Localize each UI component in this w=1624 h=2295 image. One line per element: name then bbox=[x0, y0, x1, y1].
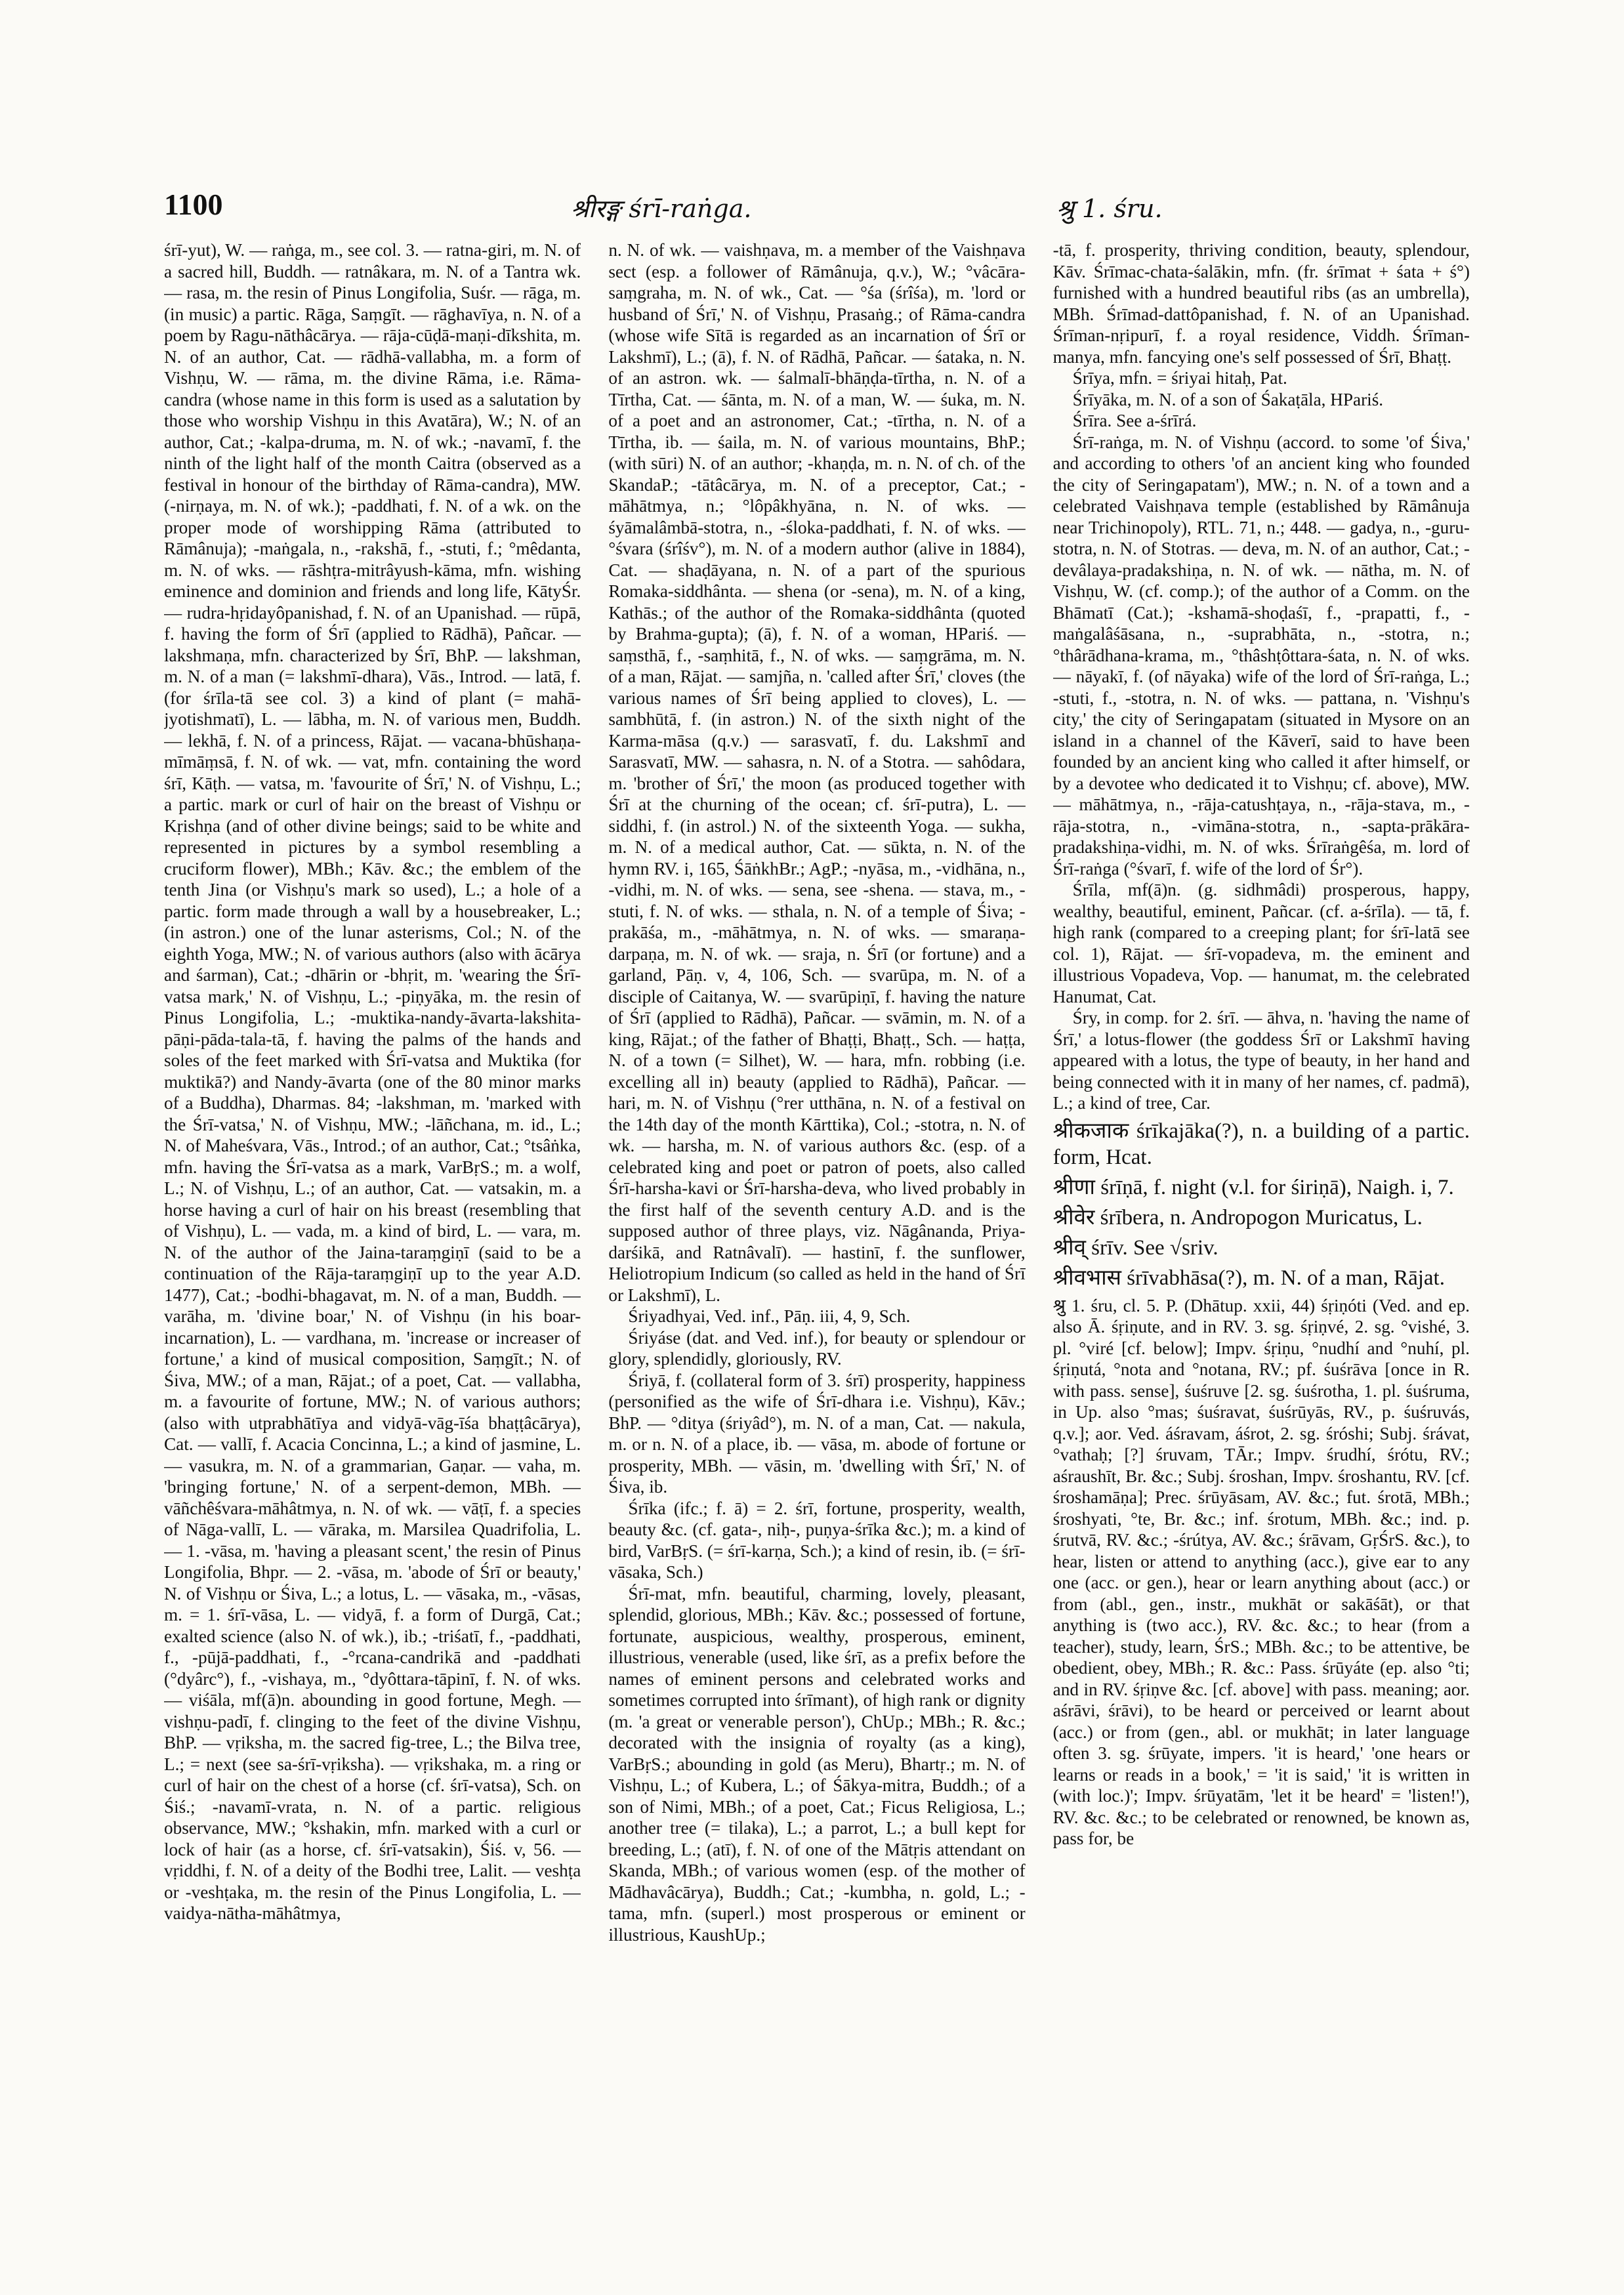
entry-sriv: श्रीव् śrīv. See √sriv. bbox=[1052, 1235, 1218, 1260]
entry-srivabhasa: श्रीवभास śrīvabhāsa(?), m. N. of a man, Rājat. bbox=[1052, 1266, 1445, 1290]
column-1 bbox=[164, 239, 581, 2260]
entry-sriyaka: Śrīyāka, m. N. of a son of Śakaṭāla, HPariś. bbox=[1072, 389, 1384, 409]
column-3-paragraph: -tā, f. prosperity, thriving condition, beauty, splendour, Kāv. Śrīmac-chata-śalākin, mfn. (fr. śrīmat + śata + ś°) furnished with a hundred beautiful ribs (as an umbrella), MBh. Śrīmad-dattôpanishad, f. N. of an Upanishad. Śrīman-nṛipurī, f. a royal residence, Viddh. Śrīman-manya, mfn. fancying one's self possessed of Śrī, Bhaṭṭ. bbox=[1052, 240, 1470, 367]
column-2 bbox=[608, 239, 1025, 2260]
left-running-head: श्रीरङ्ग śrī-raṅga. bbox=[571, 194, 752, 223]
column-2-paragraph: n. N. of wk. — vaishṇava, m. a member of the Vaishṇava sect (esp. a follower of Rāmânuja, q.v.), W.; °vâcāra-saṃgraha, m. N. of wk., Cat. — °śa (śrîśa), m. 'lord or husband of Śrī,' N. of Vishṇu, Prasaṅg.; of Rāma-candra (whose wife Sītā is regarded as an incarnation of Śrī or Lakshmī), L.; (ā), f. N. of Rādhā, Pañcar. — śataka, n. N. of an astron. wk. — śalmalī-bhāṇḍa-tīrtha, n. N. of a Tīrtha, Cat. — śānta, m. N. of a man, W. — śuka, m. N. of a poet and an astronomer, Cat.; -tīrtha, n. N. of a Tīrtha, ib. — śaila, m. N. of various mountains, BhP.; (with sūri) N. of an author; -khaṇḍa, m. n. N. of ch. of the SkandaP.; -tātâcārya, m. N. of a preceptor, Cat.; -māhātmya, n.; °lôpâkhyāna, n. N. of wks. — śyāmalâmbā-stotra, n., -śloka-paddhati, f. N. of wks. — °śvara (śrîśv°), m. N. of a modern author (alive in 1884), Cat. — shaḍāyana, n. N. of a part of the spurious Romaka-siddhânta. — shena (or -sena), m. N. of a king, Kathās.; of the author of the Romaka-siddhânta (quoted by Brahma-gupta); (ā), f. N. of a woman, HPariś. — saṃsthā, f., -saṃhitā, f., N. of wks. — saṃgrāma, m. N. of a man, Rājat. — samjña, n. 'called after Śrī,' cloves (the various names of Śrī being applied to cloves), L. — sambhūtā, f. (in astron.) N. of the sixth night of the Karma-māsa (q.v.) — sarasvatī, f. du. Lakshmī and Sarasvatī, MW. — sahasra, n. N. of a Stotra. — sahôdara, m. 'brother of Śrī,' the moon (as produced together with Śrī at the churning of the ocean; cf. śrī-putra), L. — siddhi, f. (in astrol.) N. of the sixteenth Yoga. — sukha, m. N. of a medical author, Cat. — sūkta, n. N. of the hymn RV. i, 165, ŚāṅkhBr.; AgP.; -nyāsa, m., -vidhāna, n., -vidhi, m. N. of wks. — sena, see -shena. — stava, m., -stuti, f. N. of wks. — sthala, n. N. of a temple of Śiva; -prakāśa, m., -māhātmya, n. N. of wks. — smaraṇa-darpaṇa, m. N. of wk. — sraja, n. Śrī (or fortune) and a garland, Pāṇ. v, 4, 106, Sch. — svarūpa, m. N. of a disciple of Caitanya, W. — svarūpiṇī, f. having the nature of Śrī (applied to Rādhā), Pañcar. — svāmin, m. N. of a king, Rājat.; of the father of Bhaṭṭi, Bhaṭṭ., Sch. — haṭṭa, N. of a town (= Silhet), W. — hara, mfn. robbing (i.e. excelling all in) beauty (applied to Rādhā), Pañcar. — hari, m. N. of Vishṇu (°rer utthāna, n. N. of a festival on the 14th day of the month Kārttika), Col.; -stotra, n. N. of wk. — harsha, m. N. of various authors &c. (esp. of a celebrated king and poet or patron of poets, also called Śrī-harsha-kavi or Śrī-harsha-deva, who lived probably in the first half of the seventh century A.D. and is the supposed author of three plays, viz. Nāgânanda, Priya-darśikā, and Ratnâvalī). — hastinī, f. the sunflower, Heliotropium Indicum (so called as held in the hand of Śrī or Lakshmī), L. bbox=[608, 240, 1026, 1305]
entry-srira: Śrīra. See a-śrīrá. bbox=[1072, 411, 1197, 430]
entry-sriya: Śriyā, f. (collateral form of 3. śrī) prosperity, happiness (personified as the wife of Śrī-dhara i.e. Vishṇu), Kāv.; BhP. — °ditya (śriyâd°), m. N. of a man, Cat. — nakula, m. or n. N. of a place, ib. — vāsa, m. abode of fortune or prosperity, MBh. — vāsin, m. 'dwelling with Śrī,' N. of Śiva, ib. bbox=[608, 1370, 1026, 1497]
text-columns bbox=[164, 239, 1470, 2260]
entry-srikajaka: श्रीकजाक śrīkajāka(?), n. a building of a partic. form, Hcat. bbox=[1052, 1119, 1470, 1169]
entry-sry: Śry, in comp. for 2. śrī. — āhva, n. 'having the name of Śrī,' a lotus-flower (the goddess Śrī or Lakshmī having appeared with a lotus, the type of beauty, in her hand and being connected with it in many of her names, cf. padmā), L.; a kind of tree, Car. bbox=[1052, 1008, 1470, 1113]
entry-sri-ranga: Śrī-raṅga, m. N. of Vishṇu (accord. to some 'of Śiva,' and according to others 'of an ancient king who founded the city of Seringapatam'), MW.; n. N. of a town and a celebrated Vaishṇava temple (established by Rāmânuja near Trichinopoly), RTL. 71, n.; 448. — gadya, n., -guru-stotra, n. N. of Stotras. — deva, m. N. of an author, Cat.; -devâlaya-pradakshiṇa, n. N. of wk. — nātha, m. N. of Vishṇu, W. (cf. comp.); of the author of a Comm. on the Bhāmatī (Cat.); -kshamā-shoḍaśī, f., -prapatti, f., -maṅgalâśāsana, n., -suprabhāta, n., -stotra, n.; °thârādhana-krama, m., °thâshṭôttara-śata, n. N. of wks. — nāyakī, f. (of nāyaka) wife of the lord of Śrī-raṅga, L.; -stuti, f., -stotra, n. N. of wks. — pattana, n. 'Vishṇu's city,' the city of Seringapatam (situated in Mysore on an island in a channel of the Kāverī, said to have been founded by an ancient king who called it after himself, or by a devotee who dedicated it to Vishṇu; cf. above), MW. — māhātmya, n., -rāja-catushṭaya, n., -rāja-stava, m., -rāja-stotra, n., -vimāna-stotra, n., -sapta-prākāra-pradakshiṇa-vidhi, m. N. of wks. Śrīraṅgêśa, m. lord of Śrī-raṅga (°śvarī, f. wife of the lord of Śr°). bbox=[1052, 432, 1470, 879]
entry-srila: Śrīla, mf(ā)n. (g. sidhmâdi) prosperous, happy, wealthy, beautiful, eminent, Pañcar. (cf. a-śrīla). — tā, f. high rank (compared to a creeping plant; for śrī-latā see col. 1), Rājat. — śrī-vopadeva, m. the eminent and illustrious Vopadeva, Vop. — hanumat, m. the celebrated Hanumat, Cat. bbox=[1052, 880, 1470, 1006]
entry-sriya-mfn: Śrīya, mfn. = śriyai hitaḥ, Pat. bbox=[1072, 368, 1287, 388]
entry-sriyadhyai: Śriyadhyai, Ved. inf., Pāṇ. iii, 4, 9, Sch. bbox=[628, 1306, 911, 1326]
entry-srina: श्रीणा śrīṇā, f. night (v.l. for śiriṇā), Naigh. i, 7. bbox=[1052, 1175, 1454, 1199]
right-running-head: श्रु 1. śru. bbox=[1056, 194, 1163, 223]
entry-sribera: श्रीवेर śrībera, n. Andropogon Muricatus, L. bbox=[1052, 1205, 1423, 1230]
page-header bbox=[164, 187, 1470, 226]
entry-sriyase: Śriyáse (dat. and Ved. inf.), for beauty or splendour or glory, splendidly, gloriously, RV. bbox=[608, 1327, 1026, 1369]
column-1-paragraph: śrī-yut), W. — raṅga, m., see col. 3. — ratna-giri, m. N. of a sacred hill, Buddh. — ratnâkara, m. N. of a Tantra wk. — rasa, m. the resin of Pinus Longifolia, Suśr. — rāga, m. (in music) a partic. Rāga, Saṃgīt. — rāghavīya, n. N. of a poem by Ragu-nāthâcārya. — rāja-cūḍā-maṇi-dīkshita, m. N. of an author, Cat. — rādhā-vallabha, m. a form of Vishṇu, W. — rāma, m. the divine Rāma, i.e. Rāma-candra (whose name in this form is used as a salutation by those who worship Vishṇu in this Avatāra), W.; N. of an author, Cat.; -kalpa-druma, m. N. of wk.; -navamī, f. the ninth of the light half of the month Caitra (observed as a festival in honour of the birthday of Rāma-candra), MW. (-nirṇaya, m. N. of wk.); -paddhati, f. N. of a wk. on the proper mode of worshipping Rāma (attributed to Rāmânuja); -maṅgala, n., -rakshā, f., -stuti, f.; °mêdanta, m. N. of wks. — rāshṭra-mitrâyush-kāma, mfn. wishing eminence and dominion and friends and long life, KātyŚr. — rudra-hṛidayôpanishad, f. N. of an Upanishad. — rūpā, f. having the form of Śrī (applied to Rādhā), Pañcar. — lakshmaṇa, mfn. characterized by Śrī, BhP. — lakshman, m. N. of a man (= lakshmī-dhara), Vās., Introd. — latā, f. (for śrīla-tā see col. 3) a kind of plant (= mahā-jyotishmatī), L. — lābha, m. N. of various men, Buddh. — lekhā, f. N. of a princess, Rājat. — vacana-bhūshaṇa-mīmāṃsā, f. N. of wk. — vat, mfn. containing the word śrī, Kāṭh. — vatsa, m. 'favourite of Śrī,' N. of Vishṇu, L.; a partic. mark or curl of hair on the breast of Vishṇu or Kṛishṇa (and of other divine beings; said to be white and represented in pictures by a symbol resembling a cruciform flower), MBh.; Kāv. &c.; the emblem of the tenth Jina (or Vishṇu's mark so used), L.; a hole of a partic. form made through a wall by a housebreaker, L.; (in astron.) one of the lunar asterisms, Col.; N. of the eighth Yoga, MW.; N. of various authors (also with ācārya and śarman), Cat.; -dhārin or -bhṛit, m. 'wearing the Śrī-vatsa mark,' N. of Vishṇu, L.; -piṇyāka, m. the resin of Pinus Longifolia, L.; -muktika-nandy-āvarta-lakshita-pāṇi-pāda-tala-tā, f. having the palms of the hands and soles of the feet marked with Śrī-vatsa and Muktika (for muktikā?) and Nandy-āvarta (one of the 80 minor marks of a Buddha), Dharmas. 84; -lakshman, m. 'marked with the Śrī-vatsa,' N. of Vishṇu, MW.; -lāñchana, m. id., L.; N. of Maheśvara, Vās., Introd.; of an author, Cat.; °tsâṅka, mfn. having the Śrī-vatsa as a mark, VarBṛS.; m. a wolf, L.; N. of Vishṇu, L.; of an author, Cat. — vatsakin, m. a horse having a curl of hair on his breast (resembling that of Vishṇu), L. — vada, m. a kind of bird, L. — vara, m. N. of the author of the Jaina-taraṃgiṇī (said to be a continuation of the Rāja-taraṃgiṇī up to the year A.D. 1477), Cat.; -bodhi-bhagavat, m. N. of a man, Buddh. — varāha, m. 'divine boar,' N. of Vishṇu (in his boar-incarnation), L. — vardhana, m. 'increase or increaser of fortune,' a kind of musical composition, Saṃgīt.; N. of Śiva, MW.; of a man, Rājat.; of a poet, Cat. — vallabha, m. a favourite of fortune, MW.; N. of various authors; (also with utprabhātīya and vidyā-vāg-īśa bhaṭṭâcārya), Cat. — vallī, f. Acacia Concinna, L.; a kind of jasmine, L. — vasukra, m. N. of a grammarian, Gaṇar. — vaha, m. 'bringing fortune,' N. of a serpent-demon, MBh. — vāñchêśvara-māhâtmya, n. N. of wk. — vāṭī, f. a species of Nāga-vallī, L. — vāraka, m. Marsilea Quadrifolia, L. — 1. -vāsa, m. 'having a pleasant scent,' the resin of Pinus Longifolia, Bhpr. — 2. -vāsa, m. 'abode of Śrī or beauty,' N. of Vishṇu or Śiva, L.; a lotus, L. — vāsaka, m., -vāsas, m. = 1. śrī-vāsa, L. — vidyā, f. a form of Durgā, Cat.; exalted science (also N. of wk.), ib.; -triśatī, f., -paddhati, f., -pūjā-paddhati, f., -°rcana-candrikā and -paddhati (°dyârc°), f., -vishaya, m., °dyôttara-tāpinī, f. N. of wks. — viśāla, mf(ā)n. abounding in good fortune, Megh. — vishṇu-padī, f. clinging to the feet of the divine Vishṇu, BhP. — vṛiksha, m. the sacred fig-tree, L.; the Bilva tree, L.; = next (see sa-śrī-vṛiksha). — vṛikshaka, m. a ring or curl of hair on the chest of a horse (cf. śrī-vatsa), Sch. on Śiś.; -navamī-vrata, n. N. of a partic. religious observance, MW.; °kshakin, mfn. marked with a curl or lock of hair (as a horse, cf. śrī-vatsakin), Śiś. v, 56. — vṛiddhi, f. N. of a deity of the Bodhi tree, Lalit. — veshṭa or -veshṭaka, m. the resin of the Pinus Longifolia, L. — vaidya-nātha-māhâtmya, bbox=[164, 240, 581, 1923]
page-number: 1100 bbox=[164, 188, 223, 221]
entry-sru: श्रु 1. śru, cl. 5. P. (Dhātup. xxii, 44) śṛiṇóti (Ved. and ep. also Ā. śṛiṇute, and in RV. 3. sg. śṛiṇvé, 2. sg. °vishé, 3. pl. °viré [cf. below]; Impv. śṛiṇu, °nudhí and °nuhí, pl. śṛiṇutá, °nota and °notana, RV.; pf. śuśrāva [once in R. with pass. sense], śuśruve [2. sg. śuśrotha, 1. pl. śuśruma, in Up. also °mas; śuśravat, śuśrūyās, RV., p. śuśruvás, q.v.]; aor. Ved. áśravam, áśrot, 2. sg. śróshi; Subj. śrávat, °vathaḥ; [?] śruvam, TĀr.; Impv. śrudhí, śrótu, RV.; aśraushīt, Br. &c.; Subj. śroshan, Impv. śroshantu, RV. [cf. śroshamāṇa]; Prec. śrūyāsam, AV. &c.; fut. śrotā, MBh.; śroshyati, °te, Br. &c.; inf. śrotum, MBh. &c.; ind. p. śrutvā, RV. &c.; -śrútya, AV. &c.; śrāvam, GṛŚrS. &c.), to hear, listen or attend to anything (acc.), give ear to any one (acc. or gen.), hear or learn anything about (acc.) or from (abl., gen., instr., mukhāt or sakāśāt), or that anything is (two acc.), RV. &c. &c.; to hear (from a teacher), study, learn, ŚrS.; MBh. &c.; to be attentive, be obedient, obey, MBh.; R. &c.: Pass. śrūyáte (ep. also °ti; and in RV. śṛiṇve &c. [cf. above] with pass. meaning; aor. aśrāvi, śrāvi), to be heard or perceived or learnt about (acc.) or from (gen., abl. or mukhāt; in later language often 3. sg. śrūyate, impers. 'it is heard,' 'one hears or learns or reads in a book,' = 'it is said,' 'it is written in (with loc.)'; Impv. śrūyatām, 'let it be heard' = 'listen!'), RV. &c. &c.; to be celebrated or renowned, be known as, pass for, be bbox=[1052, 1295, 1470, 1848]
entry-sri-mat: Śrī-mat, mfn. beautiful, charming, lovely, pleasant, splendid, glorious, MBh.; Kāv. &c.; possessed of fortune, fortunate, auspicious, wealthy, prosperous, eminent, illustrious, venerable (used, like śrī, as a prefix before the names of eminent persons and celebrated works and sometimes corrupted into śrīmant), of high rank or dignity (m. 'a great or venerable person'), ChUp.; MBh.; R. &c.; decorated with the insignia of royalty (as a king), VarBṛS.; abounding in gold (as Meru), Bhartṛ.; m. N. of Vishṇu, L.; of Kubera, L.; of Śākya-mitra, Buddh.; of a son of Nimi, MBh.; of a poet, Cat.; Ficus Religiosa, L.; another tree (= tilaka), L.; a parrot, L.; a bull kept for breeding, L.; (atī), f. N. of one of the Mātṛis attendant on Skanda, MBh.; of various women (esp. of the mother of Mādhavâcārya), Buddh.; Cat.; -kumbha, n. gold, L.; -tama, mfn. (superl.) most prosperous or eminent or illustrious, KaushUp.; bbox=[608, 1583, 1026, 1945]
entry-srika: Śrīka (ifc.; f. ā) = 2. śrī, fortune, prosperity, wealth, beauty &c. (cf. gata-, niḥ-, puṇya-śrīka &c.); m. a kind of bird, VarBṛS. (= śrī-karṇa, Sch.); a kind of resin, ib. (= śrī-vāsaka, Sch.) bbox=[608, 1498, 1026, 1582]
column-3 bbox=[1053, 239, 1470, 2260]
